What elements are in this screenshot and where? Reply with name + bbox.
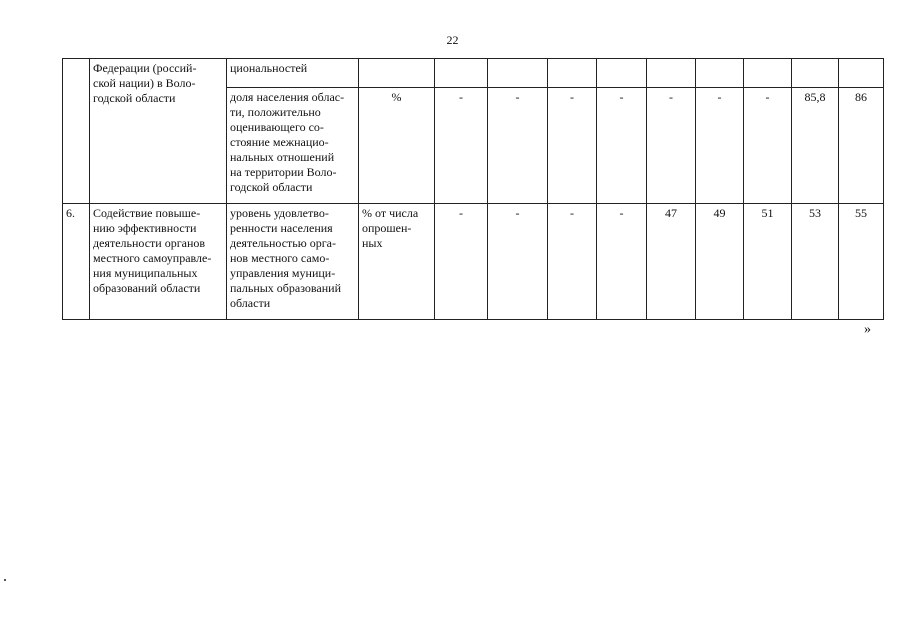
value-cell: - — [488, 204, 548, 320]
value-cell — [488, 59, 548, 88]
value-cell: - — [435, 88, 488, 204]
value-cell — [548, 59, 597, 88]
table-row — [63, 59, 884, 88]
value-cell: 55 — [839, 204, 884, 320]
row-number-cell — [63, 59, 90, 204]
value-cell — [435, 59, 488, 88]
value-cell: 51 — [744, 204, 792, 320]
value-cell: 53 — [792, 204, 839, 320]
closing-quote: » — [864, 322, 871, 337]
indicator-cell: уровень удовлетво- ренности населения деятельностью орга- нов местного само- управления муници- пальных образований области — [227, 204, 359, 320]
unit-cell — [359, 59, 435, 88]
scan-artifact — [4, 579, 6, 581]
table-row — [63, 204, 884, 320]
task-cell: Федерации (россий- ской нации) в Воло- годской области — [90, 59, 227, 204]
unit-cell: % от числа опрошен- ных — [359, 204, 435, 320]
row-number-cell: 6. — [63, 204, 90, 320]
indicator-cell: доля населения облас- ти, положительно оценивающего со- стояние межнацио- нальных отношений на территории Воло- годской области — [227, 88, 359, 204]
value-cell: - — [548, 88, 597, 204]
task-cell: Содействие повыше- нию эффективности деятельности органов местного самоуправле- ния муниципальных образований области — [90, 204, 227, 320]
value-cell — [792, 59, 839, 88]
value-cell: 85,8 — [792, 88, 839, 204]
value-cell: - — [488, 88, 548, 204]
value-cell: - — [597, 204, 647, 320]
value-cell: 47 — [647, 204, 696, 320]
value-cell — [647, 59, 696, 88]
value-cell: - — [435, 204, 488, 320]
value-cell: - — [597, 88, 647, 204]
value-cell — [597, 59, 647, 88]
value-cell: - — [744, 88, 792, 204]
data-table — [62, 58, 884, 320]
unit-cell: % — [359, 88, 435, 204]
value-cell: - — [696, 88, 744, 204]
page-number: 22 — [446, 33, 459, 47]
value-cell — [696, 59, 744, 88]
value-cell: - — [647, 88, 696, 204]
value-cell: 49 — [696, 204, 744, 320]
value-cell: 86 — [839, 88, 884, 204]
indicator-cell: циональностей — [227, 59, 359, 88]
value-cell — [839, 59, 884, 88]
value-cell — [744, 59, 792, 88]
value-cell: - — [548, 204, 597, 320]
